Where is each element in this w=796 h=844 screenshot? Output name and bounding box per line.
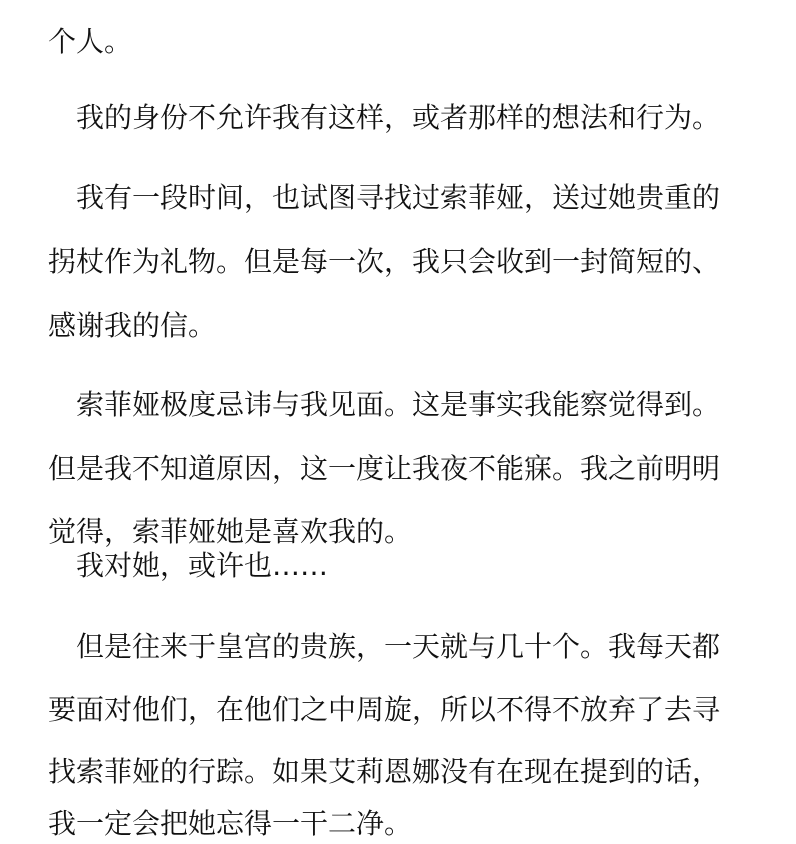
text-line-6: 索菲娅极度忌讳与我见面。这是事实我能察觉得到。: [76, 388, 721, 421]
text-line-5: 感谢我的信。: [48, 309, 217, 342]
text-line-12: 找索菲娅的行踪。如果艾莉恩娜没有在现在提到的话，: [48, 755, 721, 788]
text-line-1: 个人。: [48, 25, 133, 58]
text-line-2: 我的身份不允许我有这样，或者那样的想法和行为。: [76, 101, 721, 134]
text-line-8: 觉得，索菲娅她是喜欢我的。: [48, 515, 413, 548]
text-line-7: 但是我不知道原因，这一度让我夜不能寐。我之前明明: [48, 452, 721, 485]
text-line-13: 我一定会把她忘得一干二净。: [48, 807, 413, 840]
text-line-9: 我对她，或许也……: [76, 549, 329, 582]
text-line-11: 要面对他们，在他们之中周旋，所以不得不放弃了去寻: [48, 693, 721, 726]
text-line-3: 我有一段时间，也试图寻找过索菲娅，送过她贵重的: [76, 181, 721, 214]
text-line-10: 但是往来于皇宫的贵族，一天就与几十个。我每天都: [76, 630, 721, 663]
text-line-4: 拐杖作为礼物。但是每一次，我只会收到一封简短的、: [48, 245, 721, 278]
